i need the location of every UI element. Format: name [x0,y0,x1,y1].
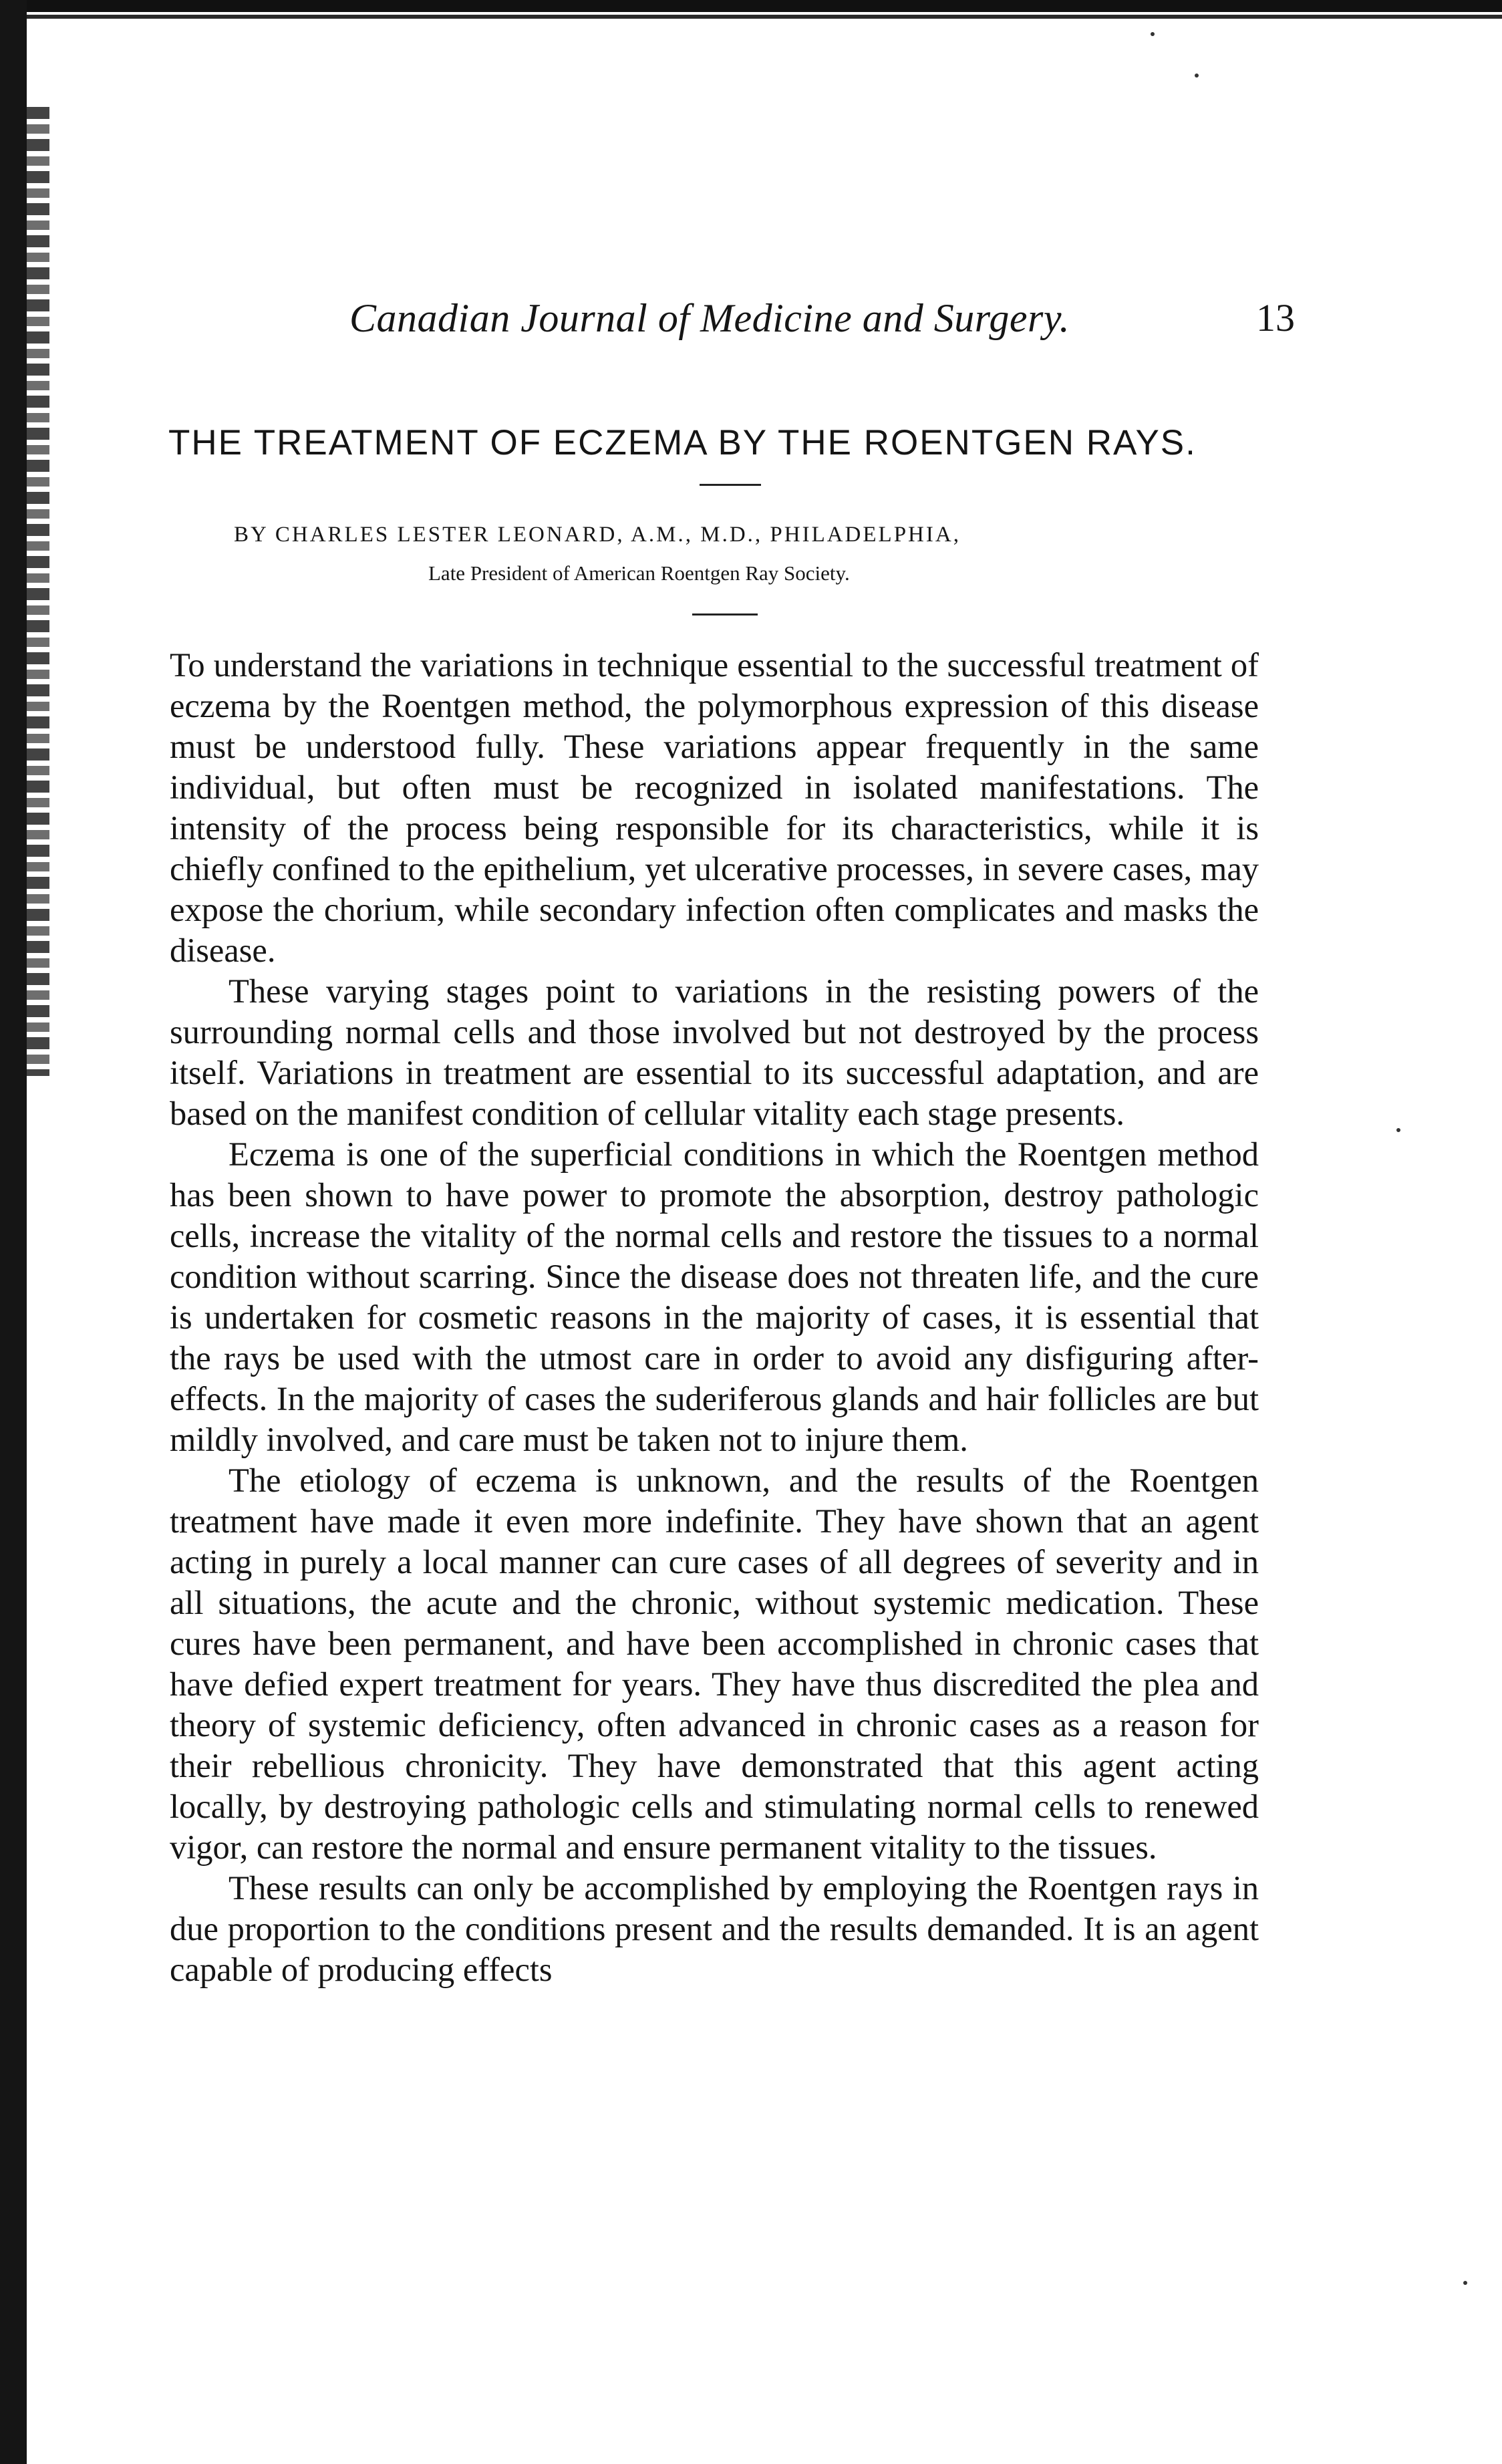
scan-left-edge [0,0,27,2464]
scan-speck [1463,2281,1467,2285]
journal-title: Canadian Journal of Medicine and Surgery. [349,296,1070,340]
article-body [170,645,1259,1990]
scan-top-edge-line [0,15,1502,19]
scan-left-edge-ragged [27,107,49,1076]
title-rule [700,484,761,486]
paragraph: To understand the variations in technique essential to the successful treatment of eczema by the Roentgen method, the polymorphous expression of this disease must be understood fully. These variations appear frequently in the same individual, but often must be recognized in isolated manifestations. The intensity of the process being responsible for its characteristics, while it is chiefly confined to the epithelium, yet ulcerative processes, in severe cases, may expose the chorium, while secondary infection often complicates and masks the disease. [170,646,1259,969]
scan-speck [1151,32,1155,36]
paragraph: These varying stages point to variations in the resisting powers of the surrounding normal cells and those involved but not destroyed by the process itself. Variations in treatment are essential to its successful adaptation, and are based on the manifest condition of cellular vitality each stage presents. [170,972,1259,1132]
paragraph: The etiology of eczema is unknown, and the results of the Roentgen treatment have made it even more indefinite. They have shown that an agent acting in purely a local manner can cure cases of all degrees of severity and in all situations, the acute and the chronic, without systemic medication. These cures have been permanent, and have been accomplished in chronic cases that have defied expert treatment for years. They have thus discredited the plea and theory of systemic deficiency, often advanced in chronic cases as a reason for their rebellious chronicity. They have demonstrated that this agent acting locally, by destroying pathologic cells and stimulating normal cells to renewed vigor, can restore the normal and ensure permanent vitality to the tissues. [170,1462,1259,1866]
author-affiliation: Late President of American Roentgen Ray Society. [428,561,850,585]
article-title: THE TREATMENT OF ECZEMA BY THE ROENTGEN RAYS. [168,423,1197,462]
scan-top-edge [0,0,1502,12]
scan-speck [1396,1128,1400,1132]
paragraph: These results can only be accomplished by employing the Roentgen rays in due proportion to the conditions present and the results demanded. It is an agent capable of producing effects [170,1869,1259,1988]
paragraph: Eczema is one of the superficial conditions in which the Roentgen method has been shown to have power to promote the absorption, destroy pathologic cells, increase the vitality of the normal cells and restore the tissues to a normal condition without scarring. Since the disease does not threaten life, and the cure is undertaken for cosmetic reasons in the majority of cases, it is essential that the rays be used with the utmost care in order to avoid any disfiguring after-effects. In the majority of cases the suderiferous glands and hair follicles are but mildly involved, and care must be taken not to injure them. [170,1135,1259,1458]
author-byline: BY CHARLES LESTER LEONARD, A.M., M.D., PHILADELPHIA, [234,523,961,547]
running-head [172,295,1295,356]
byline-rule [692,613,758,615]
page-number: 13 [1256,296,1295,339]
scan-speck [1195,74,1199,78]
